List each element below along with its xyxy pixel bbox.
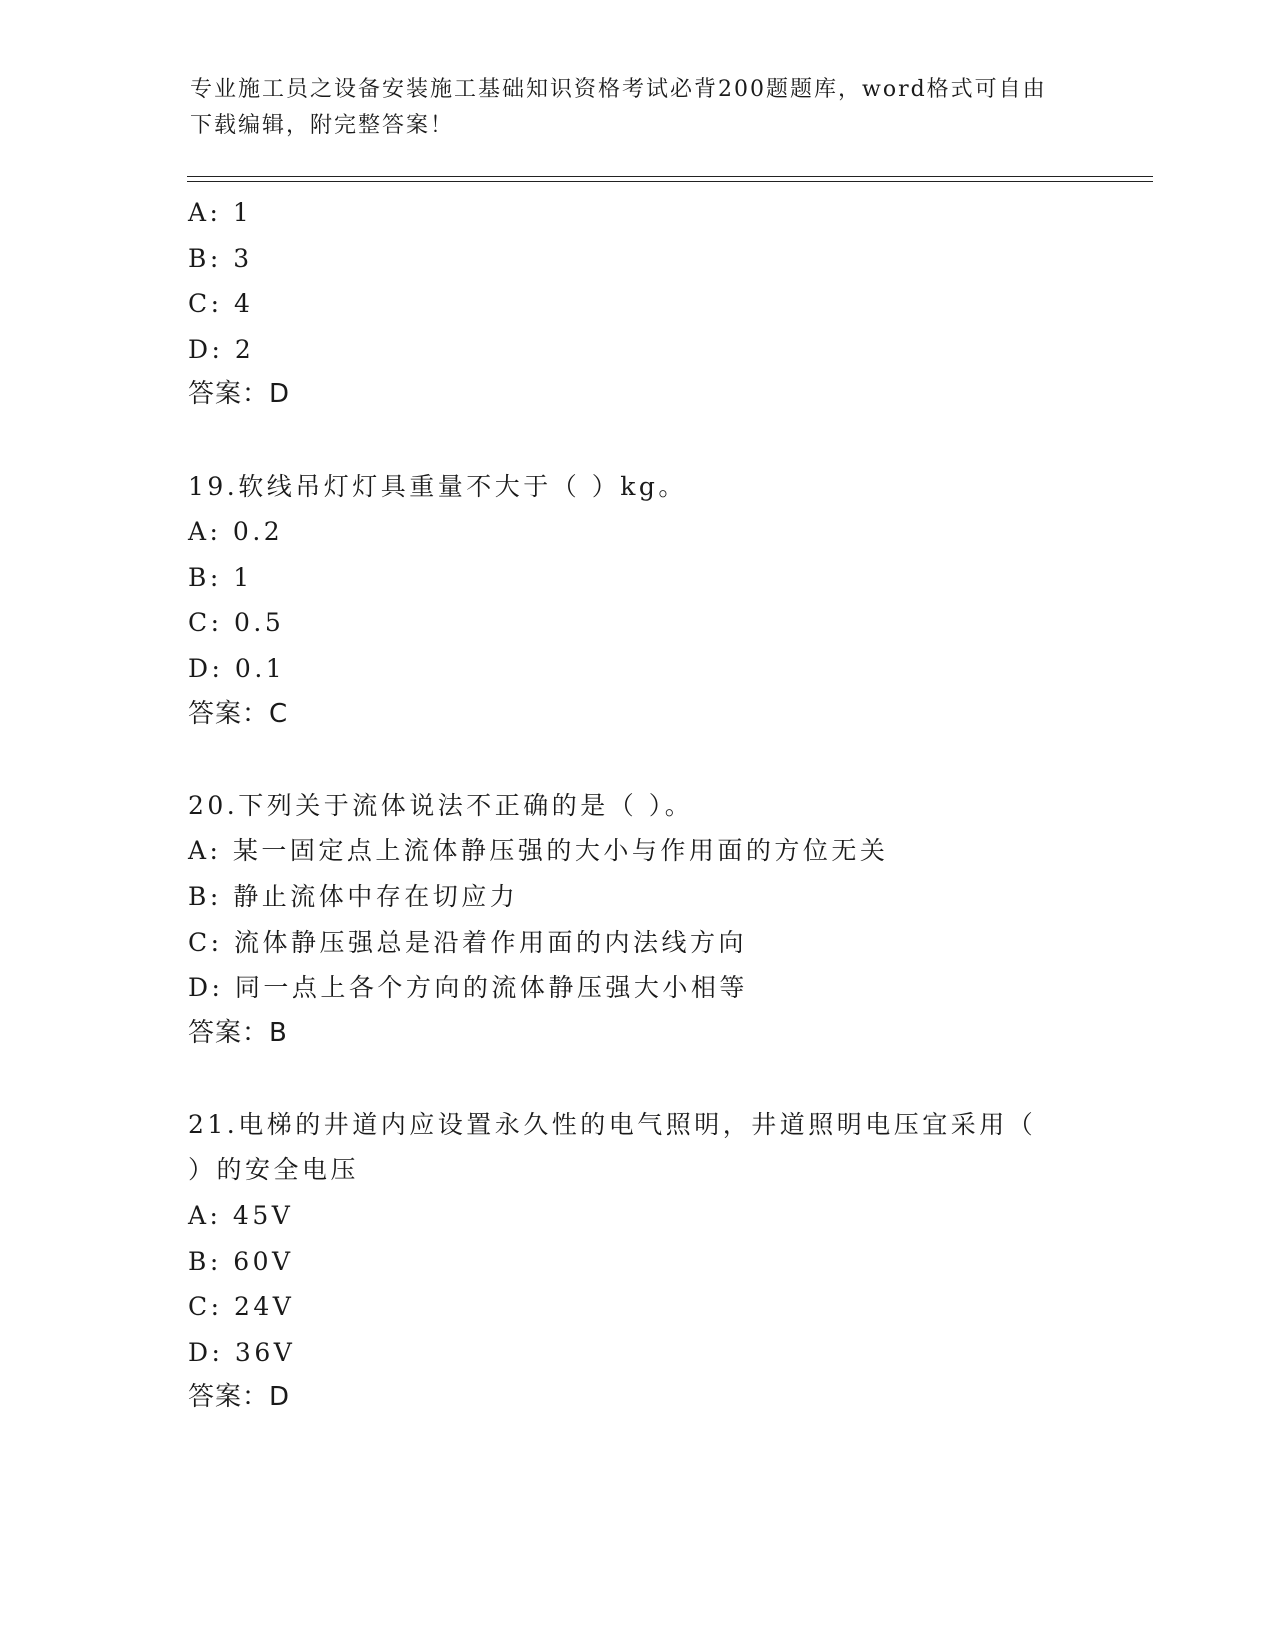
question-text-line-2: ）的安全电压 xyxy=(188,1155,360,1185)
option-c: C: 4 xyxy=(188,289,254,319)
option-c: C: 0.5 xyxy=(188,608,285,638)
header-rule-top xyxy=(187,176,1153,177)
question-text: 20.下列关于流体说法不正确的是（ ）。 xyxy=(188,790,694,820)
document-header xyxy=(190,72,1090,144)
question-block-18 xyxy=(188,190,1108,418)
option-b: B: 静止流体中存在切应力 xyxy=(188,881,519,911)
option-d: D: 36V xyxy=(188,1337,296,1367)
option-b: B: 1 xyxy=(188,562,253,592)
answer: 答案：D xyxy=(188,1382,291,1413)
header-line-2: 下载编辑，附完整答案！ xyxy=(190,113,455,138)
header-line-1: 专业施工员之设备安装施工基础知识资格考试必背200题题库，word格式可自由 xyxy=(190,77,1047,102)
option-d: D: 同一点上各个方向的流体静压强大小相等 xyxy=(188,973,748,1003)
header-rule-bottom xyxy=(187,181,1153,182)
option-a: A: 45V xyxy=(188,1201,294,1231)
answer: 答案：B xyxy=(188,1017,288,1048)
option-b: B: 3 xyxy=(188,243,253,273)
option-d: D: 2 xyxy=(188,334,255,364)
option-a: A: 1 xyxy=(188,198,253,227)
option-a: A: 0.2 xyxy=(188,517,284,547)
question-block-19 xyxy=(188,464,1108,738)
option-b: B: 60V xyxy=(188,1246,294,1276)
answer: 答案：D xyxy=(188,379,291,410)
option-c: C: 流体静压强总是沿着作用面的内法线方向 xyxy=(188,927,747,957)
option-a: A: 某一固定点上流体静压强的大小与作用面的方位无关 xyxy=(188,836,889,866)
question-block-20 xyxy=(188,783,1108,1057)
option-c: C: 24V xyxy=(188,1292,295,1322)
question-list xyxy=(188,190,1108,1421)
option-d: D: 0.1 xyxy=(188,653,286,683)
question-text: 19.软线吊灯灯具重量不大于（ ）kg。 xyxy=(188,471,687,501)
question-block-21 xyxy=(188,1102,1108,1421)
answer: 答案：C xyxy=(188,698,289,729)
question-text-line-1: 21.电梯的井道内应设置永久性的电气照明，井道照明电压宜采用（ xyxy=(188,1109,1037,1139)
